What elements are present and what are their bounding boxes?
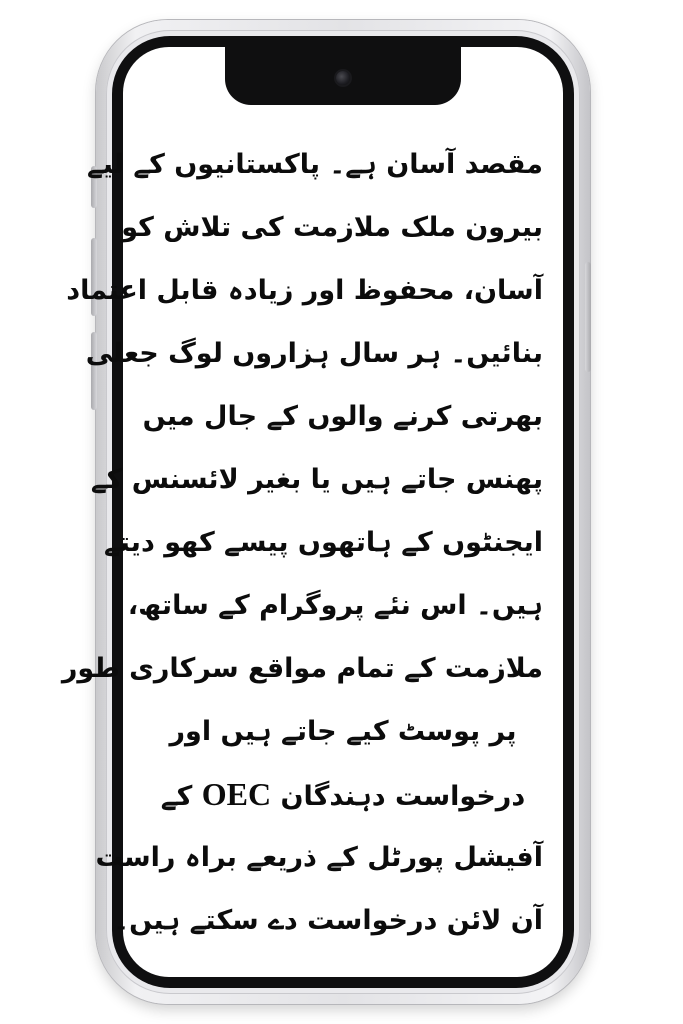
front-camera-icon bbox=[336, 71, 350, 85]
text-line: آن لائن درخواست دے سکتے ہیں۔ bbox=[113, 905, 543, 936]
phone-frame bbox=[61, 20, 590, 1004]
article-text bbox=[61, 133, 543, 952]
text-line: ہیں۔ اس نئے پروگرام کے ساتھ، bbox=[127, 590, 543, 621]
text-line: پھنس جاتے ہیں یا بغیر لائسنس کے bbox=[90, 464, 543, 495]
power-button[interactable] bbox=[585, 262, 591, 372]
text-line: بیرون ملک ملازمت کی تلاش کو bbox=[121, 212, 543, 243]
text-line: آفیشل پورٹل کے ذریعے براہ راست bbox=[95, 842, 543, 873]
text-line: ایجنٹوں کے ہاتھوں پیسے کھو دیتے bbox=[103, 527, 543, 558]
text-line: بنائیں۔ ہر سال ہزاروں لوگ جعلی bbox=[85, 338, 543, 369]
text-line: آسان، محفوظ اور زیادہ قابل اعتماد bbox=[66, 275, 543, 306]
phone-screen bbox=[61, 47, 563, 977]
text-line: پر پوسٹ کیے جاتے ہیں اور bbox=[169, 716, 517, 747]
oec-label: OEC bbox=[201, 776, 272, 812]
text-line: درخواست دہندگان OEC کے bbox=[160, 776, 526, 812]
text-line: ملازمت کے تمام مواقع سرکاری طور bbox=[61, 653, 543, 684]
text-line: مقصد آسان ہے۔ پاکستانیوں کے لیے bbox=[86, 149, 543, 180]
text-line: بھرتی کرنے والوں کے جال میں bbox=[142, 401, 543, 432]
